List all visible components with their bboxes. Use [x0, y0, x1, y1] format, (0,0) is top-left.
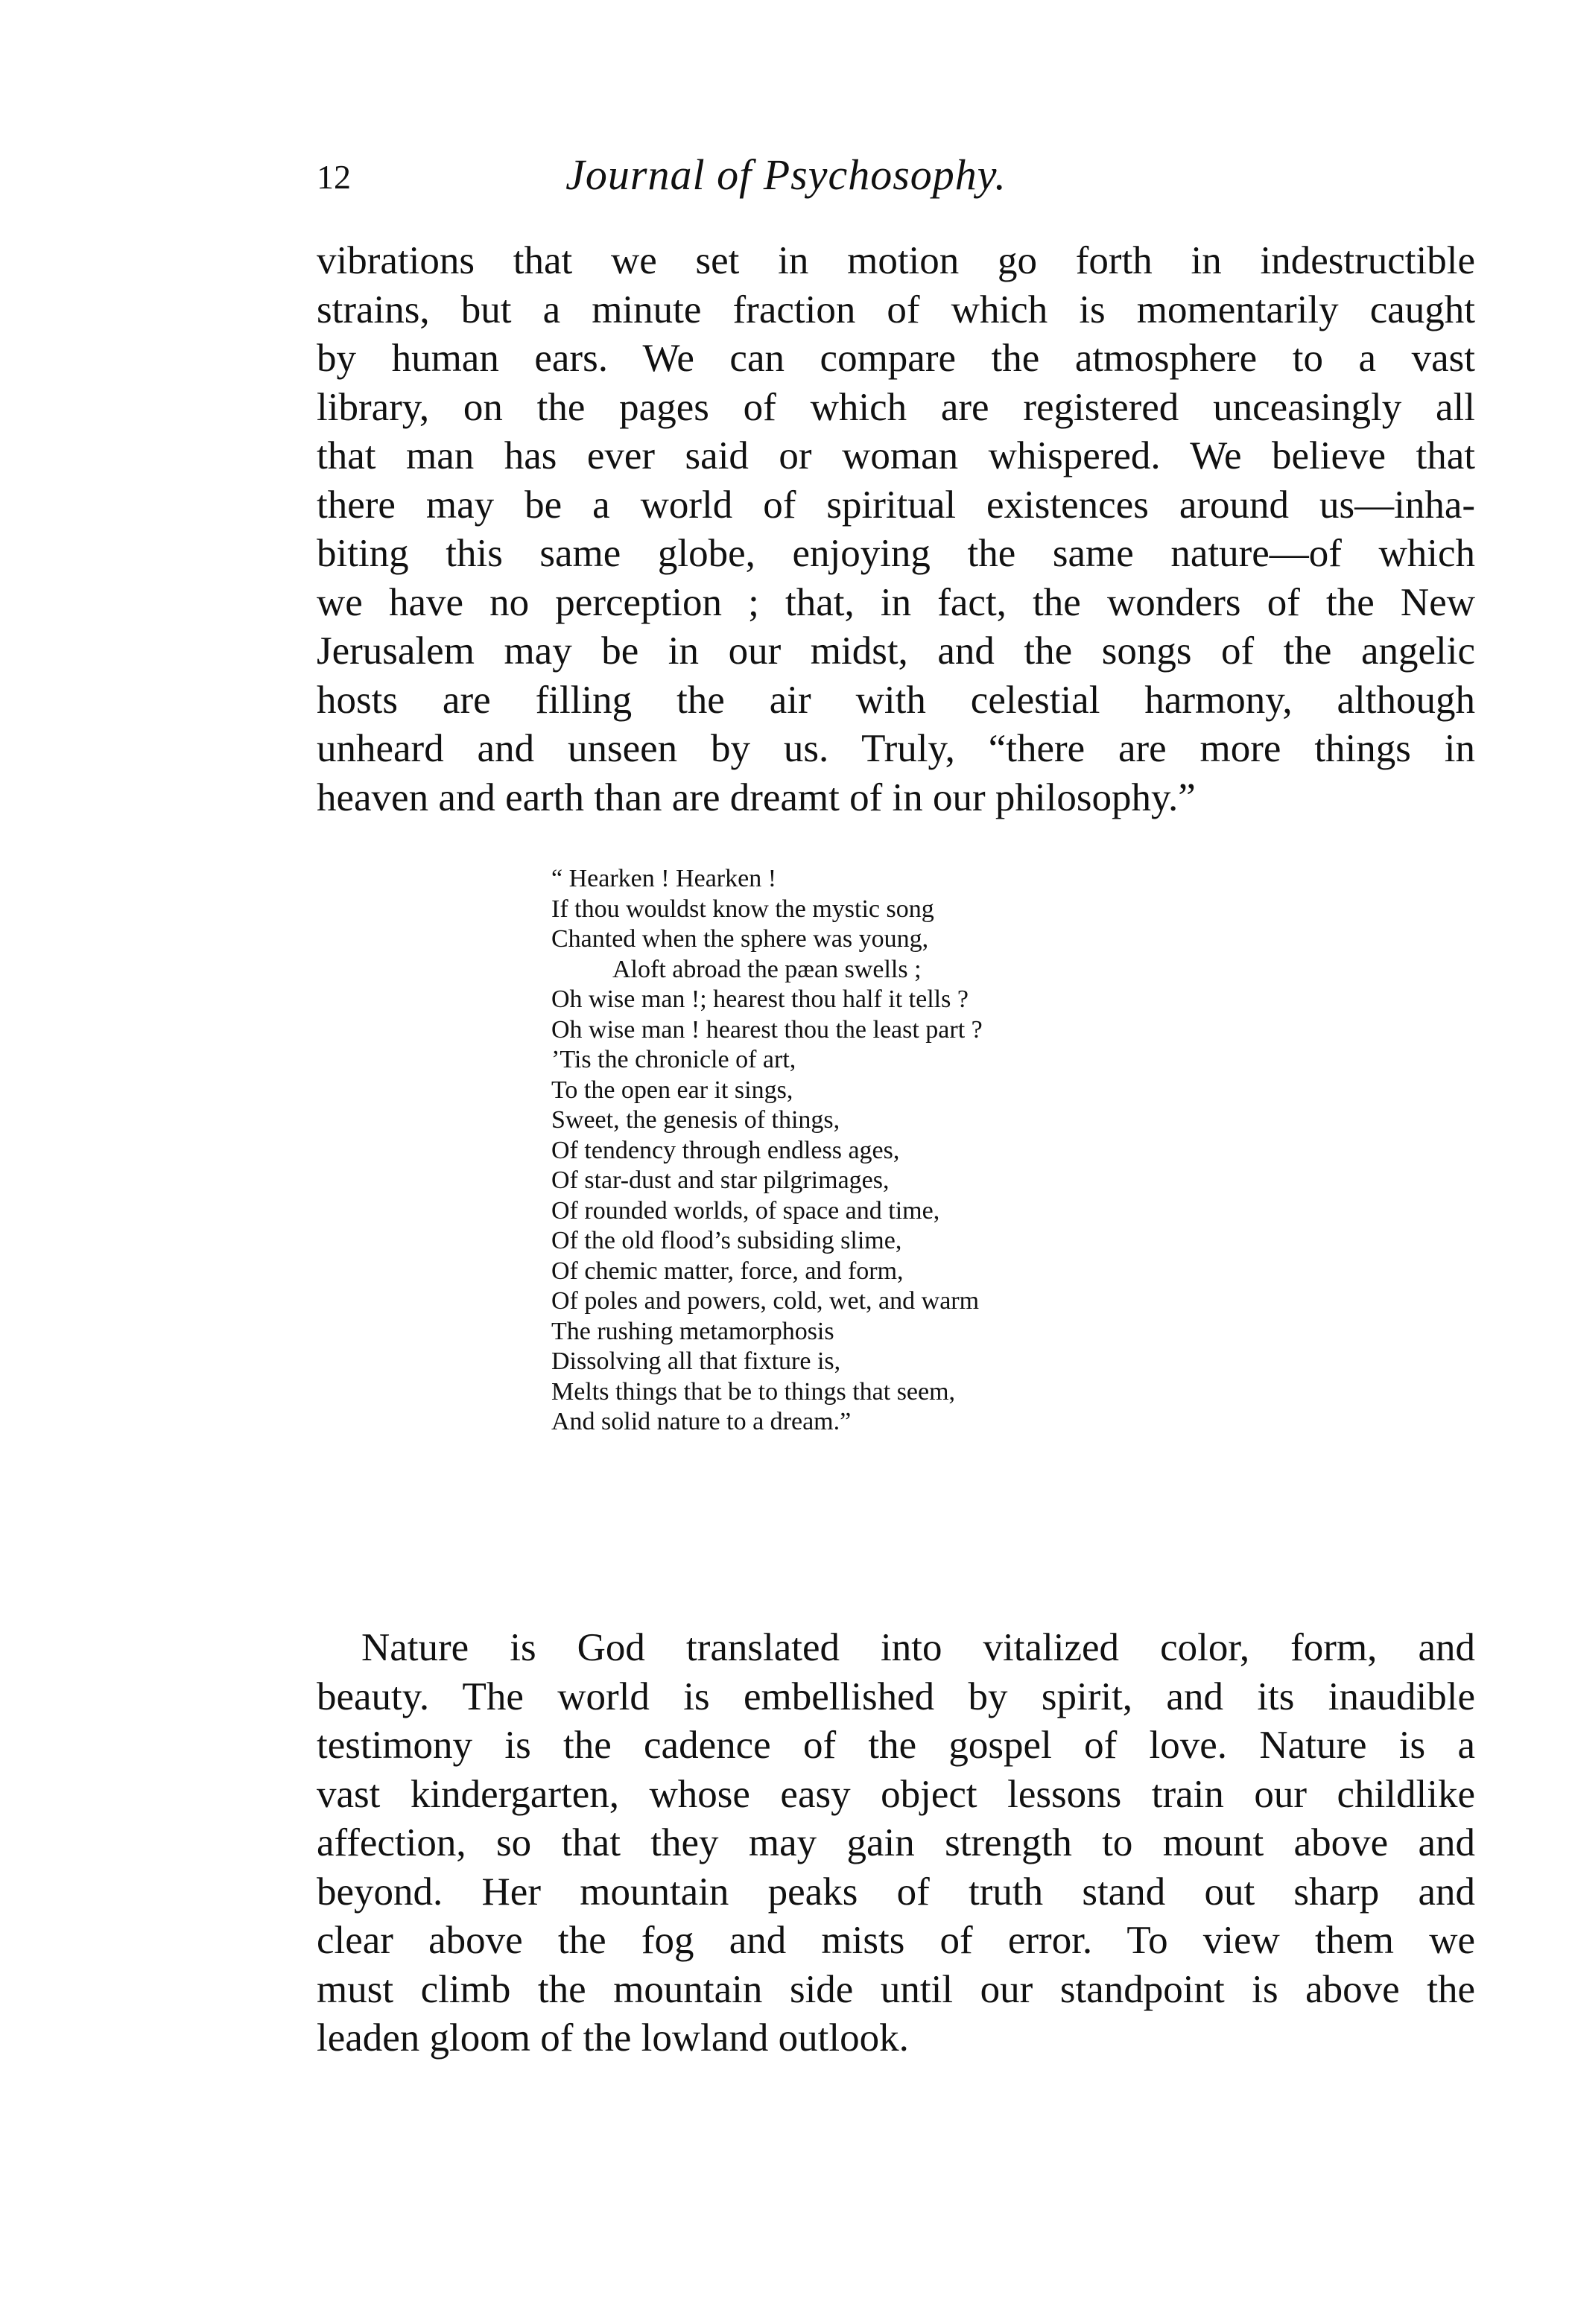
text-line: clear above the fog and mists of error. To view them we — [317, 1919, 1475, 1962]
paragraph-1 — [317, 237, 1475, 822]
poem-line: Of tendency through endless ages, — [551, 1136, 900, 1164]
text-line: we have no perception ; that, in fact, the wonders of the New — [317, 580, 1475, 624]
poem-line: If thou wouldst know the mystic song — [551, 895, 934, 923]
text-line: Nature is God translated into vitalized color, form, and — [361, 1626, 1475, 1669]
text-line: leaden gloom of the lowland outlook. — [317, 2016, 909, 2060]
poem-line: Of poles and powers, cold, wet, and warm — [551, 1287, 980, 1315]
text-line: biting this same globe, enjoying the same nature—of which — [317, 532, 1475, 575]
poem-line: Of the old flood’s subsiding slime, — [551, 1227, 902, 1254]
text-line: Jerusalem may be in our midst, and the songs of the angelic — [317, 629, 1475, 673]
running-title: Journal of Psychosophy. — [565, 150, 1007, 199]
poem-line: Sweet, the genesis of things, — [551, 1106, 840, 1134]
poem-line: ’Tis the chronicle of art, — [551, 1046, 796, 1073]
text-line: beyond. Her mountain peaks of truth stand out sharp and — [317, 1870, 1475, 1914]
text-line: by human ears. We can compare the atmosphere to a vast — [317, 337, 1475, 380]
text-line: heaven and earth than are dreamt of in our philosophy.” — [317, 775, 1196, 819]
text-line: testimony is the cadence of the gospel of love. Nature is a — [317, 1724, 1475, 1767]
text-line: must climb the mountain side until our standpoint is above the — [317, 1967, 1475, 2011]
poem-line: Of star-dust and star pilgrimages, — [551, 1166, 890, 1194]
poem-line: “ Hearken ! Hearken ! — [551, 865, 777, 892]
page-number: 12 — [317, 158, 351, 196]
poem-line: Oh wise man ! hearest thou the least part ? — [551, 1015, 983, 1044]
text-line: library, on the pages of which are registered unceasingly all — [317, 385, 1475, 429]
text-line: beauty. The world is embellished by spirit, and its inaudible — [317, 1674, 1475, 1718]
text-line: unheard and unseen by us. Truly, “there are more things in — [317, 727, 1475, 770]
paragraph-2 — [317, 1624, 1475, 2063]
text-line: hosts are filling the air with celestial harmony, although — [317, 678, 1475, 722]
poem-line: Chanted when the sphere was young, — [551, 925, 929, 953]
poem-line: To the open ear it sings, — [551, 1076, 793, 1104]
poem-line: Of chemic matter, force, and form, — [551, 1257, 904, 1285]
poem-line: Aloft abroad the pæan swells ; — [612, 955, 922, 983]
poem-line: Oh wise man !; hearest thou half it tells ? — [551, 985, 969, 1013]
text-line: there may be a world of spiritual existences around us—inha- — [317, 483, 1475, 527]
text-line: that man has ever said or woman whispered. We believe that — [317, 434, 1475, 477]
text-line: vibrations that we set in motion go forth in indestructible — [317, 239, 1475, 282]
poem-line: Of rounded worlds, of space and time, — [551, 1196, 940, 1225]
text-line: affection, so that they may gain strength to mount above and — [317, 1821, 1475, 1864]
poem-line: Melts things that be to things that seem, — [551, 1377, 956, 1406]
poem-quotation — [551, 864, 1296, 1438]
poem-line: Dissolving all that fixture is, — [551, 1347, 841, 1375]
poem-line: The rushing metamorphosis — [551, 1317, 834, 1345]
text-line: strains, but a minute fraction of which is momentarily caught — [317, 288, 1475, 331]
poem-line: And solid nature to a dream.” — [551, 1408, 852, 1435]
text-line: vast kindergarten, whose easy object lessons train our childlike — [317, 1772, 1475, 1816]
